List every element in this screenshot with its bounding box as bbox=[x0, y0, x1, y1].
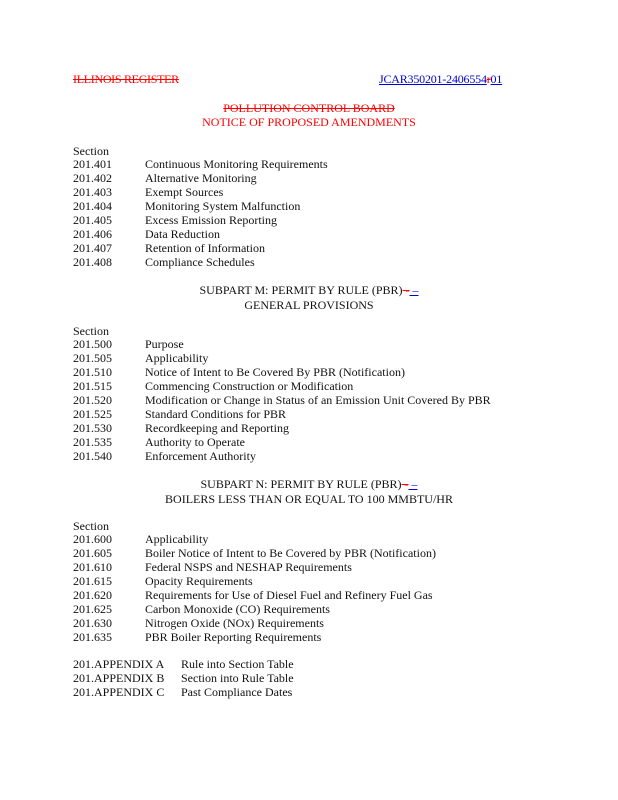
appendix-list bbox=[73, 657, 294, 699]
section-title: Enforcement Authority bbox=[145, 449, 256, 463]
section-list-subpart-n bbox=[73, 532, 436, 644]
section-number: 201.407 bbox=[73, 241, 112, 255]
subpart-m-inserted-dash: – bbox=[409, 283, 419, 297]
section-title: Carbon Monoxide (CO) Requirements bbox=[145, 602, 330, 616]
appendix-title: Section into Rule Table bbox=[181, 671, 294, 685]
section-row bbox=[73, 532, 436, 546]
section-row bbox=[73, 185, 328, 199]
section-number: 201.404 bbox=[73, 199, 112, 213]
header-illinois-register: ILLINOIS REGISTER bbox=[73, 72, 179, 86]
section-number: 201.525 bbox=[73, 407, 112, 421]
section-label-1: Section bbox=[73, 144, 109, 158]
section-number: 201.620 bbox=[73, 588, 112, 602]
section-title: Recordkeeping and Reporting bbox=[145, 421, 289, 435]
section-title: Continuous Monitoring Requirements bbox=[145, 157, 328, 171]
section-number: 201.605 bbox=[73, 546, 112, 560]
section-row bbox=[73, 365, 491, 379]
section-title: Alternative Monitoring bbox=[145, 171, 257, 185]
section-title: Monitoring System Malfunction bbox=[145, 199, 301, 213]
section-title: Purpose bbox=[145, 337, 184, 351]
section-row bbox=[73, 602, 436, 616]
appendix-row bbox=[73, 671, 294, 685]
section-row bbox=[73, 435, 491, 449]
section-title: Retention of Information bbox=[145, 241, 265, 255]
section-number: 201.530 bbox=[73, 421, 112, 435]
section-row bbox=[73, 337, 491, 351]
section-title: Nitrogen Oxide (NOx) Requirements bbox=[145, 616, 324, 630]
section-title: Exempt Sources bbox=[145, 185, 224, 199]
section-title: Authority to Operate bbox=[145, 435, 245, 449]
section-number: 201.610 bbox=[73, 560, 112, 574]
appendix-title: Rule into Section Table bbox=[181, 657, 294, 671]
header-jcar-code bbox=[379, 72, 502, 87]
section-title: Opacity Requirements bbox=[145, 574, 253, 588]
section-title: Notice of Intent to Be Covered By PBR (Notification) bbox=[145, 365, 405, 379]
subpart-n-line2: BOILERS LESS THAN OR EQUAL TO 100 MMBTU/HR bbox=[165, 492, 453, 506]
appendix-title: Past Compliance Dates bbox=[181, 685, 293, 699]
section-number: 201.615 bbox=[73, 574, 112, 588]
subpart-m-line1 bbox=[0, 283, 618, 298]
section-number: 201.505 bbox=[73, 351, 112, 365]
section-row bbox=[73, 241, 328, 255]
section-row bbox=[73, 449, 491, 463]
section-number: 201.520 bbox=[73, 393, 112, 407]
subpart-n-title: SUBPART N: PERMIT BY RULE (PBR) bbox=[200, 477, 402, 491]
section-row bbox=[73, 199, 328, 213]
section-row bbox=[73, 546, 436, 560]
section-number: 201.535 bbox=[73, 435, 112, 449]
section-title: Applicability bbox=[145, 351, 209, 365]
section-label-2: Section bbox=[73, 324, 109, 338]
section-number: 201.635 bbox=[73, 630, 112, 644]
section-title: PBR Boiler Reporting Requirements bbox=[145, 630, 322, 644]
section-row bbox=[73, 227, 328, 241]
section-number: 201.408 bbox=[73, 255, 112, 269]
subpart-n-line1 bbox=[0, 477, 618, 492]
section-list-general bbox=[73, 157, 328, 269]
section-title: Compliance Schedules bbox=[145, 255, 255, 269]
section-number: 201.600 bbox=[73, 532, 112, 546]
section-row bbox=[73, 351, 491, 365]
subpart-m-title: SUBPART M: PERMIT BY RULE (PBR) bbox=[199, 283, 403, 297]
section-title: Excess Emission Reporting bbox=[145, 213, 277, 227]
appendix-row bbox=[73, 657, 294, 671]
subpart-n-deleted-dash: - bbox=[401, 477, 409, 491]
subpart-m-heading bbox=[0, 283, 618, 313]
appendix-number: 201.APPENDIX C bbox=[73, 685, 165, 699]
section-row bbox=[73, 379, 491, 393]
jcar-code-end: 01 bbox=[490, 72, 503, 86]
section-title: Commencing Construction or Modification bbox=[145, 379, 354, 393]
section-number: 201.515 bbox=[73, 379, 112, 393]
section-row bbox=[73, 393, 491, 407]
section-label-3: Section bbox=[73, 519, 109, 533]
section-number: 201.510 bbox=[73, 365, 112, 379]
section-row bbox=[73, 255, 328, 269]
section-number: 201.625 bbox=[73, 602, 112, 616]
notice-title: NOTICE OF PROPOSED AMENDMENTS bbox=[202, 115, 416, 129]
section-title: Modification or Change in Status of an Emission Unit Covered By PBR bbox=[145, 393, 491, 407]
appendix-number: 201.APPENDIX B bbox=[73, 671, 165, 685]
section-title: Federal NSPS and NESHAP Requirements bbox=[145, 560, 352, 574]
jcar-code-inserted: JCAR350201-2406554 bbox=[379, 72, 487, 86]
section-title: Data Reduction bbox=[145, 227, 220, 241]
appendix-row bbox=[73, 685, 294, 699]
section-row bbox=[73, 616, 436, 630]
appendix-number: 201.APPENDIX A bbox=[73, 657, 165, 671]
section-row bbox=[73, 407, 491, 421]
section-number: 201.540 bbox=[73, 449, 112, 463]
section-row bbox=[73, 171, 328, 185]
section-title: Requirements for Use of Diesel Fuel and Refinery Fuel Gas bbox=[145, 588, 433, 602]
section-number: 201.403 bbox=[73, 185, 112, 199]
subpart-n-heading bbox=[0, 477, 618, 507]
subpart-m-line2: GENERAL PROVISIONS bbox=[244, 298, 374, 312]
section-number: 201.405 bbox=[73, 213, 112, 227]
section-row bbox=[73, 213, 328, 227]
section-title: Standard Conditions for PBR bbox=[145, 407, 287, 421]
section-number: 201.401 bbox=[73, 157, 112, 171]
section-title: Applicability bbox=[145, 532, 209, 546]
section-list-subpart-m bbox=[73, 337, 491, 463]
section-number: 201.402 bbox=[73, 171, 112, 185]
section-row bbox=[73, 157, 328, 171]
section-row bbox=[73, 560, 436, 574]
section-title: Boiler Notice of Intent to Be Covered by PBR (Notification) bbox=[145, 546, 436, 560]
board-title: POLLUTION CONTROL BOARD bbox=[223, 101, 395, 115]
section-row bbox=[73, 630, 436, 644]
subpart-n-inserted-dash: – bbox=[408, 477, 418, 491]
jcar-code-deleted: r bbox=[486, 72, 491, 86]
section-number: 201.630 bbox=[73, 616, 112, 630]
section-row bbox=[73, 421, 491, 435]
subpart-m-deleted-dash: - bbox=[402, 283, 410, 297]
section-number: 201.406 bbox=[73, 227, 112, 241]
section-number: 201.500 bbox=[73, 337, 112, 351]
section-row bbox=[73, 574, 436, 588]
section-row bbox=[73, 588, 436, 602]
